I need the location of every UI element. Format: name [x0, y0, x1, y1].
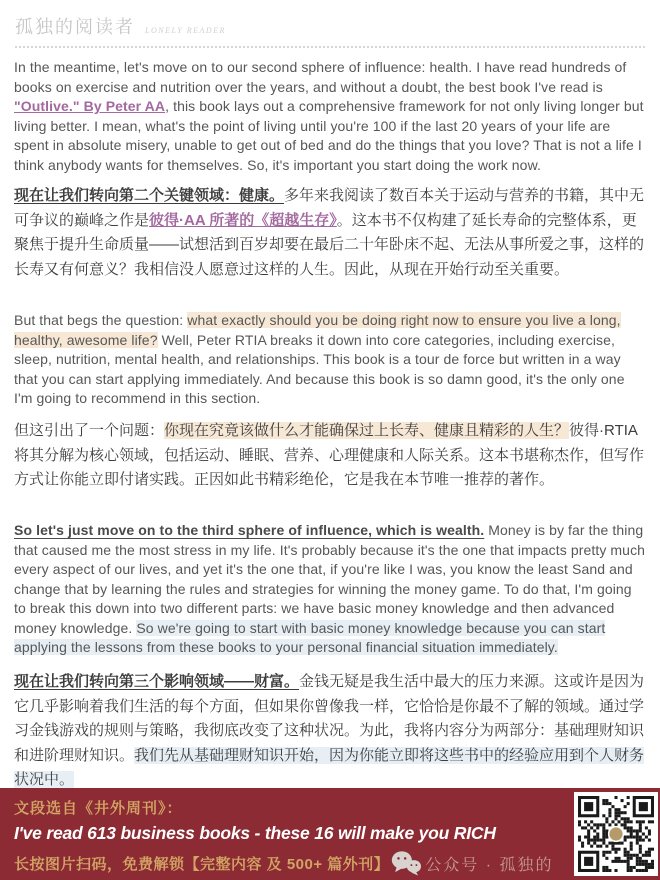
qr-code: [574, 792, 658, 876]
section-lead-wealth-zh: 现在让我们转向第三个影响领域——财富。: [14, 673, 300, 690]
wechat-icon: [391, 850, 421, 876]
highlighted-text: So we're going to start with basic money knowledge because you can start applying the lessons from these books to your personal financial situation immediately.: [14, 619, 606, 655]
highlighted-text: 你现在究竟该做什么才能确保过上长寿、健康且精彩的人生？: [164, 422, 570, 439]
paragraph-en-health-question: [14, 311, 646, 409]
highlighted-text: 我们先从基础理财知识开始，因为你能立即将这些书中的经验应用到个人财务状况中。: [14, 746, 645, 788]
promo-cta-row: [14, 850, 646, 876]
text-run: 金钱无疑是我生活中最大的压力来源。这或许是因为它几乎影响着我们生活的每个方面，但如果你曾像我一样，它恰恰是你最不了解的领域。通过学习金钱游戏的规则与策略，我彻底改变了这种状况。为此，我将内容分为两部分：基础理财知识和进阶理财知识。: [14, 673, 645, 764]
page-header: [15, 13, 645, 39]
promo-account-name: 公众号 · 孤独的: [425, 856, 554, 874]
text-run: , this book lays out a comprehensive framework for not only living longer but living better. I mean, what's the point of living until you're 100 if the last 20 years of your life are spent in absolute misery, unable to get out of bed and do the things that you love? That is not a life I think anybody wants for themselves. So, it's important you start doing the work now.: [14, 98, 644, 173]
paragraph-zh-wealth: [14, 670, 646, 793]
highlighted-text: what exactly should you be doing right now to ensure you live a long, healthy, awesome life?: [14, 312, 621, 348]
outlive-book-link-zh[interactable]: 彼得·AA 所著的《超越生存》: [149, 211, 337, 229]
text-run: Well, Peter RTIA breaks it down into core categories, including exercise, sleep, nutrition, mental health, and relationships. This book is a tour de force but written in a way that you can start applying immediately. And because this book is so damn good, it's the only one I'm going to recommend in this section.: [14, 331, 625, 406]
text-run: Money is by far the thing that caused me the most stress in my life. It's probably because it's the one that impacts pretty much every aspect of our lives, and yet it's the one that, if you're like I was, you know the least Sand and change that by learning the rules and strategies for winning the money game. To do that, I'm going to break this down into two different parts: we have basic money knowledge and then advanced money knowledge.: [14, 522, 646, 636]
paragraph-zh-health-question: [14, 419, 646, 493]
promo-source-line: 文段选自《井外周刊》：: [14, 800, 183, 817]
section-lead-wealth-en: So let's just move on to the third sphere of influence, which is wealth.: [14, 522, 485, 538]
text-run: But that begs the question:: [14, 312, 188, 328]
promo-cta-text: 长按图片扫码，免费解锁【完整内容 及 500+ 篇外刊】: [14, 855, 390, 873]
text-run: 。这本书不仅构建了延长寿命的完整体系，更聚焦于提升生命质量——试想活到百岁却要在最后二十年卧床不起、无法从事所爱之事，这样的长寿又有何意义？我相信没人愿意过这样的人生。因此，从现在开始行动至关重要。: [14, 211, 645, 278]
paragraph-en-wealth: [14, 521, 646, 658]
outlive-book-link[interactable]: "Outlive." By Peter AA: [14, 98, 166, 114]
text-run: In the meantime, let's move on to our second sphere of influence: health. I have read hundreds of books on exercise and nutrition over the years, and without a doubt, the best book I've read is: [14, 59, 627, 95]
paragraph-zh-health-intro: [14, 184, 646, 282]
promo-article-title: I've read 613 business books - these 16 will make you RICH: [14, 823, 496, 843]
text-run: 彼得·RTIA 将其分解为核心领域，包括运动、睡眠、营养、心理健康和人际关系。这本书堪称杰作，但写作方式让你能立即付诸实践。正因如此书精彩绝伦，它是我在本节唯一推荐的著作。: [14, 422, 645, 488]
paragraph-en-health-intro: [14, 58, 646, 175]
text-run: 但这引出了一个问题：: [14, 422, 165, 439]
header-divider: [15, 46, 645, 48]
section-lead-health-zh: 现在让我们转向第二个关键领域：健康。: [14, 187, 285, 204]
brand-logo-en: LONELY READER: [145, 26, 226, 35]
brand-logo-cn: 孤独的阅读者: [15, 17, 135, 37]
text-run: 多年来我阅读了数百本关于运动与营养的书籍，其中无可争议的巅峰之作是: [14, 187, 645, 229]
promo-banner: [0, 788, 660, 880]
